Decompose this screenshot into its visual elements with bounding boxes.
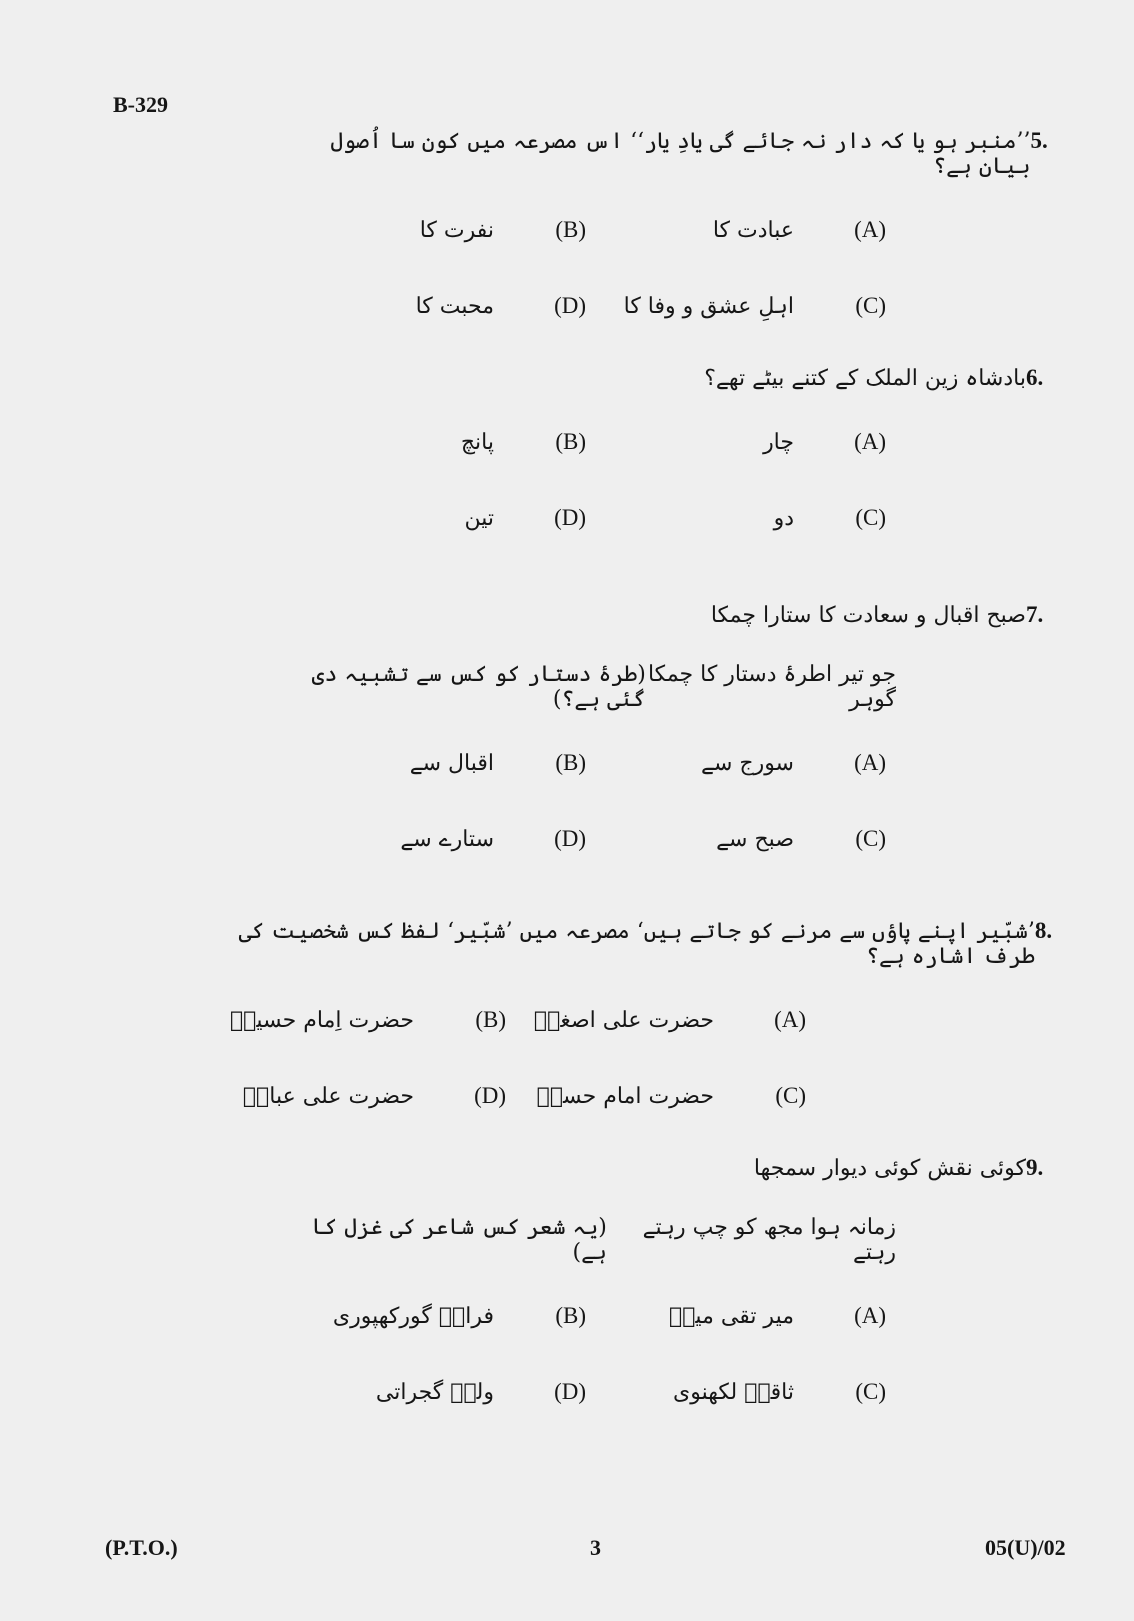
option-c <box>506 1083 806 1109</box>
option-text: فراقؔ گورکھپوری <box>332 1304 494 1329</box>
option-label: (B) <box>555 1303 586 1328</box>
option-text: صبح سے <box>716 827 794 852</box>
option-label: (B) <box>555 217 586 242</box>
question-8 <box>206 918 1086 1109</box>
option-text: حضرت علی اصغرؓ <box>533 1008 714 1033</box>
option-text: نفرت کا <box>419 218 494 243</box>
option-d <box>286 826 586 852</box>
option-a <box>506 1007 806 1033</box>
option-b <box>206 1007 506 1033</box>
question-number: 9. <box>1026 1155 1044 1180</box>
option-label: (B) <box>555 429 586 454</box>
option-d <box>286 1379 586 1405</box>
option-text: ولیؔ گجراتی <box>375 1380 494 1405</box>
option-label: (C) <box>855 505 886 530</box>
question-text: کوئی نقش کوئی دیوار سمجھا <box>753 1156 1026 1181</box>
option-b <box>286 750 586 776</box>
option-c <box>586 826 886 852</box>
option-label: (B) <box>475 1007 506 1032</box>
verse-second-line: جو تیر اطرۂ دستار کا چمکا گوہر <box>647 662 896 712</box>
option-text: چار <box>763 430 794 455</box>
verse-second-line: زمانہ ہوا مجھ کو چپ رہتے رہتے <box>642 1215 896 1265</box>
paper-code: B-329 <box>113 92 168 117</box>
question-note: (یہ شعر کس شاعر کی غزل کا ہے) <box>311 1215 607 1265</box>
option-d <box>286 293 586 319</box>
option-label: (A) <box>774 1007 806 1032</box>
option-a <box>586 217 886 243</box>
question-9 <box>286 1155 1086 1405</box>
option-label: (C) <box>855 293 886 318</box>
option-d <box>206 1083 506 1109</box>
option-text: پانچ <box>460 430 494 455</box>
option-label: (A) <box>854 217 886 242</box>
option-label: (D) <box>554 826 586 851</box>
option-b <box>286 1303 586 1329</box>
option-b <box>286 429 586 455</box>
question-number: 7. <box>1026 602 1044 627</box>
option-a <box>586 1303 886 1329</box>
option-label: (D) <box>554 505 586 530</box>
option-a <box>586 429 886 455</box>
pto-label: (P.T.O.) <box>105 1535 178 1560</box>
question-text: ’’منبر ہو یا کہ دار نہ جائے گی یادِ یار‘‘ اس مصرعہ میں کون سا اُصول بیان ہے؟ <box>330 129 1031 179</box>
option-label: (D) <box>554 293 586 318</box>
option-text: عبادت کا <box>712 218 794 243</box>
option-text: حضرت علی عباسؓ <box>242 1084 414 1109</box>
option-text: میر تقی میرؔ <box>669 1304 794 1329</box>
paper-id: 05(U)/02 <box>985 1535 1066 1560</box>
option-text: تین <box>464 506 494 531</box>
question-note: (طرۂ دستار کو کس سے تشبیہ دی گئی ہے؟) <box>311 662 646 712</box>
option-text: حضرت اِمام حسینؓ <box>229 1008 414 1033</box>
option-d <box>286 505 586 531</box>
option-text: محبت کا <box>415 294 494 319</box>
option-c <box>586 505 886 531</box>
option-label: (C) <box>855 826 886 851</box>
question-number: 5. <box>1030 128 1048 153</box>
option-text: ستارے سے <box>400 827 494 852</box>
question-7 <box>286 602 1086 852</box>
option-label: (D) <box>474 1083 506 1108</box>
option-a <box>586 750 886 776</box>
option-label: (B) <box>555 750 586 775</box>
option-text: اقبال سے <box>409 751 494 776</box>
question-number: 8. <box>1034 918 1053 943</box>
option-label: (C) <box>855 1379 886 1404</box>
option-text: سورج سے <box>701 751 794 776</box>
option-text: دو <box>773 506 794 531</box>
verse-line <box>286 662 896 712</box>
page-number: 3 <box>590 1535 601 1560</box>
question-text: ’شبّیر اپنے پاؤں سے مرنے کو جاتے ہیں‘ مصرعہ میں ’شبّیر‘ لفظ کس شخصیت کی طرف اشارہ ہے؟ <box>238 919 1035 969</box>
option-label: (C) <box>775 1083 806 1108</box>
option-b <box>286 217 586 243</box>
option-label: (A) <box>854 750 886 775</box>
question-text: صبح اقبال و سعادت کا ستارا چمکا <box>710 603 1026 628</box>
question-6 <box>286 365 1086 531</box>
option-text: ثاقبؔ لکھنوی <box>673 1380 794 1405</box>
option-c <box>586 1379 886 1405</box>
option-text: حضرت امام حسنؓ <box>536 1084 714 1109</box>
option-label: (A) <box>854 1303 886 1328</box>
option-label: (A) <box>854 429 886 454</box>
question-5 <box>286 128 1086 319</box>
option-text: اہلِ عشق و وفا کا <box>623 294 794 319</box>
verse-line <box>286 1215 896 1265</box>
option-c <box>586 293 886 319</box>
question-number: 6. <box>1026 365 1044 390</box>
question-text: بادشاہ زین الملک کے کتنے بیٹے تھے؟ <box>704 366 1026 391</box>
option-label: (D) <box>554 1379 586 1404</box>
